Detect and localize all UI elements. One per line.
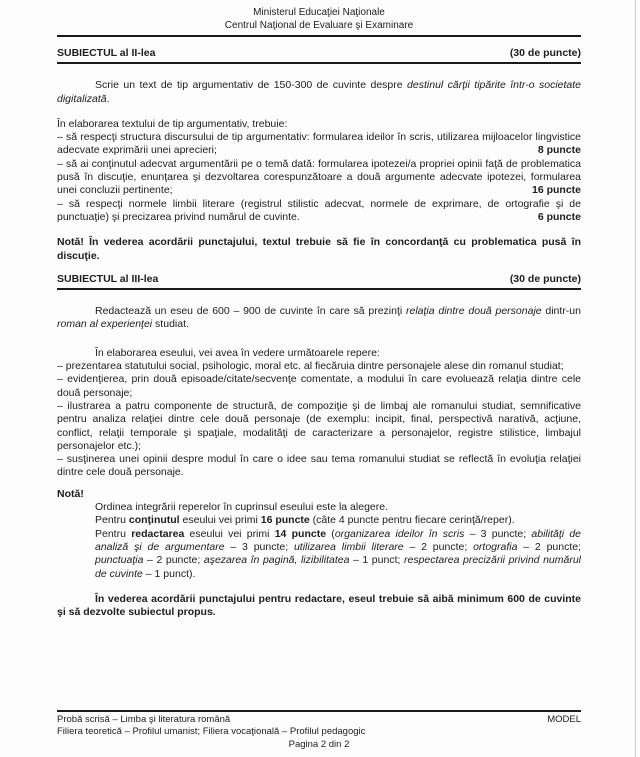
header-rule (57, 35, 581, 37)
scan-edge-line (635, 0, 636, 757)
subject2-note: Notă! În vederea acordării punctajului, textul trebuie să fie în concordanţă cu problematica pusă în discuţie. (57, 236, 581, 262)
document-header (57, 7, 581, 37)
subject3-bullet-1: – prezentarea statutului social, psihologic, moral etc. al fiecăruia dintre personajele alese din romanul studiat; (57, 360, 564, 373)
subject3-note-line-2: Pentru conţinutul eseului vei primi 16 puncte (câte 4 puncte pentru fiecare cerinţă/reper). (95, 514, 515, 527)
subject3-bullet-2: – evidenţierea, prin două episoade/citate/secvenţe comentate, a modului în care evoluează relaţia dintre cele două personaje; (57, 373, 581, 399)
subject3-intro: Redactează un eseu de 600 – 900 de cuvinte în care să prezinţi relaţia dintre două personaje dintr-un roman al experienţei studiat. (57, 305, 581, 331)
subject2-bullet-3-text: – să respecţi normele limbii literare (registrul stilistic adecvat, normele de exprimare, de ortografie şi de punctuaţie) şi precizarea privind numărul de cuvinte. (57, 197, 581, 223)
subject2-bullet-1-text: – să respecţi structura discursului de tip argumentativ: formularea ideilor în scris, utilizarea mijloacelor lingvistice adecvate exprimării unei aprecieri; (57, 131, 581, 157)
subject2-requirements-intro: În elaborarea textului de tip argumentativ, trebuie: (57, 117, 288, 130)
subject2-title: SUBIECTUL al II-lea (57, 47, 156, 59)
subject3-note-lines (57, 501, 581, 581)
footer-page-number: Pagina 2 din 2 (288, 738, 350, 750)
subject3-note-line-1: Ordinea integrării reperelor în cuprinsul eseului este la alegere. (95, 501, 388, 514)
footer-row-1 (57, 714, 581, 726)
subject3-title: SUBIECTUL al III-lea (57, 272, 159, 285)
subject2-points: (30 de puncte) (509, 47, 581, 59)
ministry-name: Ministerul Educaţiei Naţionale (253, 7, 385, 18)
subject3-requirements-intro: În elaborarea eseului, vei avea în vedere următoarele repere: (95, 346, 380, 359)
subject3-final-note: În vederea acordării punctajului pentru redactare, eseul trebuie să aibă minimum 600 de cuvinte şi să dezvolte subiectul propus. (57, 592, 581, 619)
subject2-bullet-2-text: – să ai conţinutul adecvat argumentării pe o temă dată: formularea ipotezei/a propriei opinii faţă de problematica pusă în discuţie, enunţarea şi dezvoltarea corespunzătoare a două argumente adecvate ipotezei, formularea unei concluzii pertinente; (57, 157, 581, 197)
evaluation-center-name: Centrul Naţional de Evaluare şi Examinare (224, 19, 414, 31)
subject2-bullet-3 (57, 198, 581, 225)
subject2-header (57, 47, 581, 64)
subject3-points: (30 de puncte) (509, 272, 581, 285)
subject3-bullet-4: – susţinerea unei opinii despre modul în care o idee sau tema romanului studiat se reflectă în evoluţia relaţiei dintre cele două personaje. (57, 453, 581, 479)
subject2-bullet-2-points: 16 puncte (531, 184, 581, 197)
subject2-bullet-1-points: 8 puncte (537, 144, 581, 157)
footer-exam-name: Probă scrisă – Limba şi literatura română (57, 714, 231, 726)
subject3-note-line-3: Pentru redactarea eseului vei primi 14 puncte (organizarea ideilor în scris – 3 puncte; abilităţi de analiză şi de argumentare – 3 puncte; utilizarea limbii literare – 2 puncte; ortografia – 2 puncte; punctuaţia – 2 puncte; aşezarea în pagină, lizibilitatea – 1 punct; respectarea precizării privind numărul de cuvinte – 1 punct). (95, 527, 582, 580)
footer-model-label: MODEL (547, 714, 581, 726)
subject3-bullet-3: – ilustrarea a patru componente de structură, de compoziţie şi de limbaj ale romanului studiat, semnificative pentru analiza relaţiei dintre cele două personaje (de exemplu: incipit, final, perspectivă narativă, acţiune, conflict, relaţii temporale şi spaţiale, modalităţi de caracterizare a personajelor, registre stilistice, limbajul personajelor etc.); (57, 399, 581, 452)
subject2-bullet-1 (57, 131, 581, 158)
footer-filiera: Filiera teoretică – Profilul umanist; Filiera vocaţională – Profilul pedagogic (57, 726, 366, 738)
subject2-bullet-3-points: 6 puncte (537, 210, 581, 223)
subject3-note-heading: Notă! (57, 487, 84, 500)
subject2-intro: Scrie un text de tip argumentativ de 150-300 de cuvinte despre destinul cărţii tipărite într-o societate digitalizată. (57, 79, 582, 105)
footer-rule (57, 710, 581, 712)
subject2-bullet-2 (57, 158, 581, 198)
subject3-note-block (57, 488, 581, 581)
page-footer (57, 710, 581, 751)
subject3-header (57, 273, 581, 290)
